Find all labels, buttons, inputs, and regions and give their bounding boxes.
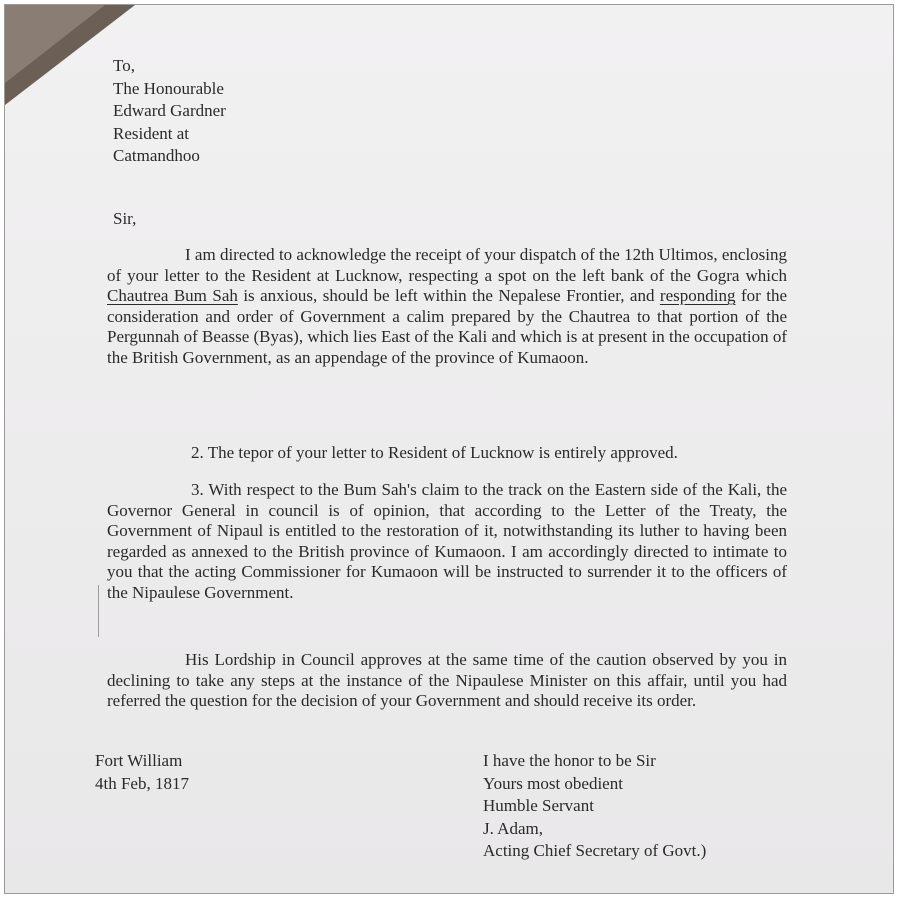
paragraph-1-text: for the consideration and order of Government a calim prepared by the Chautrea to that portion of the Pergunnah of Beasse (Byas), which lies East of the Kali and which is at present in the occupation of the British Government, as an appendage of the province of Kumaoon. — [107, 286, 787, 367]
paragraph-3: 3. With respect to the Bum Sah's claim to the track on the Eastern side of the Kali, the Governor General in council is of opinion, that according to the Letter of the Treaty, the Government of Nipaul is entitled to the restoration of it, notwithstanding its luther to having been regarded as annexed to the British province of Kumaoon. I am accordingly directed to intimate to you that the acting Commissioner for Kumaoon will be instructed to surrender it to the officers of the Nipaulese Government. — [107, 480, 787, 602]
underlined-name: Chautrea Bum Sah — [107, 286, 238, 305]
paragraph-4: His Lordship in Council approves at the same time of the caution observed by you in declining to take any steps at the instance of the Nipaulese Minister on this affair, until you had referred the question for the decision of your Government and should receive its order. — [107, 650, 787, 710]
signatory-name: J. Adam, — [483, 818, 543, 838]
paragraph-1-text: is anxious, should be left within the Nepalese Frontier, and — [237, 286, 660, 305]
address-line: Resident at — [113, 123, 190, 143]
salutation: Sir, — [113, 209, 137, 228]
address-line: Catmandhoo — [113, 146, 200, 165]
address-line: Edward Gardner — [113, 101, 226, 120]
address-line: To, — [113, 56, 135, 75]
photo-frame — [4, 4, 894, 894]
paragraph-1 — [107, 245, 787, 368]
paragraph-2: 2. The tepor of your letter to Resident of Lucknow is entirely approved. — [191, 443, 678, 462]
recipient-address — [113, 55, 226, 168]
closing-line: Humble Servant — [483, 796, 594, 815]
address-line: The Honourable — [113, 78, 224, 98]
margin-mark — [98, 585, 99, 637]
paragraph-1-text: I am directed to acknowledge the receipt of your dispatch of the 12th Ultimos, enclosing of your letter to the Resident at Lucknow, respecting a spot on the left bank of the Gogra which — [107, 245, 787, 285]
date: 4th Feb, 1817 — [95, 773, 189, 793]
closing-line: I have the honor to be Sir — [483, 751, 656, 770]
signature-block — [483, 750, 706, 863]
signatory-title: Acting Chief Secretary of Govt.) — [483, 841, 707, 860]
underlined-word: responding — [659, 286, 736, 305]
place: Fort William — [95, 751, 183, 770]
place-and-date — [95, 750, 189, 795]
letter-page — [5, 5, 893, 893]
closing-line: Yours most obedient — [483, 773, 623, 793]
